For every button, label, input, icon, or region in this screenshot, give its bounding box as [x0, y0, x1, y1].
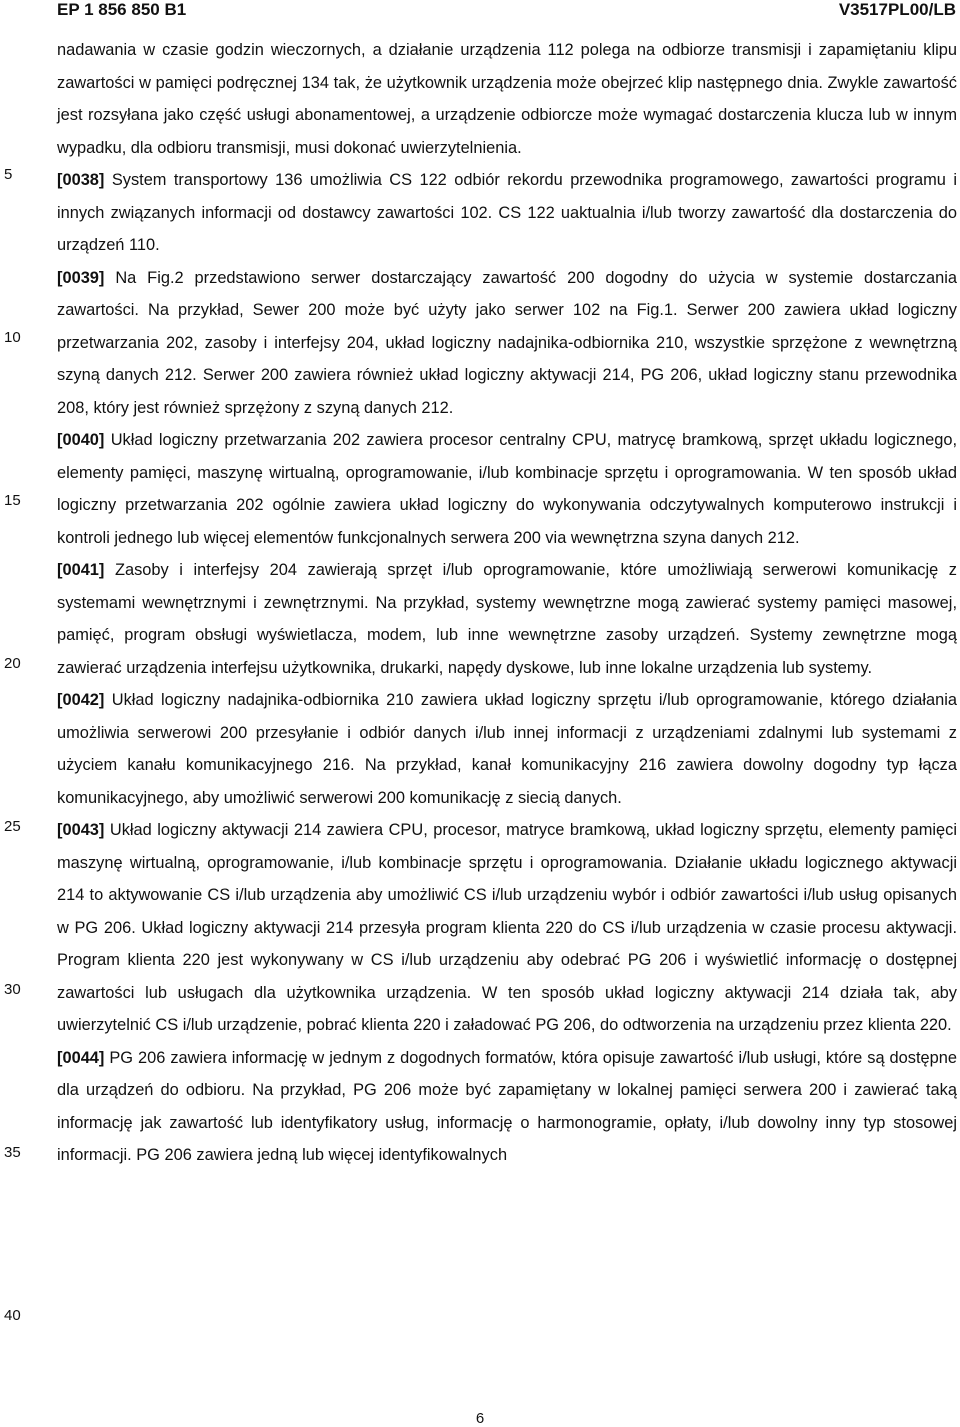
paragraph — [57, 424, 957, 554]
patent-number: EP 1 856 850 B1 — [57, 0, 187, 19]
paragraph-text: Układ logiczny aktywacji 214 zawiera CPU, procesor, matryce bramkową, układ logiczny sprzętu, elementy pamięci maszynę wirtualną, oprogramowanie, i/lub kombinacje sprzętu i oprogramowania. Działanie układu logicznego aktywacji 214 to aktywowanie CS i/lub urządzenia aby umożliwić CS i/lub urządzeniu wybór i odbiór zawartości i/lub usług opisanych w PG 206. Układ logiczny aktywacji 214 przesyła program klienta 220 do CS i/lub urządzenia w czasie procesu aktywacji. Program klienta 220 jest wykonywany w CS i/lub urządzeniu aby odebrać PG 206 i wyświetlić informację o dostępnej zawartości lub usługach dla użytkownika urządzenia. W ten sposób układ logiczny aktywacji 214 działa tak, aby uwierzytelnić CS i/lub urządzenie, pobrać klienta 220 i załadować PG 206, do odtworzenia na urządzeniu przez klienta 220. — [57, 821, 957, 1034]
line-number: 5 — [4, 166, 13, 183]
line-number: 20 — [4, 655, 21, 672]
page-header — [57, 0, 956, 24]
line-number: 30 — [4, 981, 21, 998]
paragraph-number: [0043] — [57, 821, 105, 839]
paragraph-text: System transportowy 136 umożliwia CS 122 odbiór rekordu przewodnika programowego, zawartości programu i innych związanych informacji od dostawcy zawartości 102. CS 122 uaktualnia i/lub tworzy zawartość dla dostarczenia do urządzeń 110. — [57, 171, 957, 254]
paragraph-text: Zasoby i interfejsy 204 zawierają sprzęt i/lub oprogramowanie, które umożliwiają serwerowi komunikację z systemami wewnętrznymi i zewnętrznymi. Na przykład, systemy wewnętrzne mogą zawierać systemy pamięci masowej, pamięć, program obsługi wyświetlacza, modem, lub inne wewnętrzne zasoby urządzeń. Systemy zewnętrzne mogą zawierać urządzenia interfejsu użytkownika, drukarki, napędy dyskowe, lub inne lokalne urządzenia lub systemy. — [57, 561, 957, 677]
paragraph-text: nadawania w czasie godzin wieczornych, a działanie urządzenia 112 polega na odbiorze transmisji i zapamiętaniu klipu zawartości w pamięci podręcznej 134 tak, że użytkownik urządzenia może obejrzeć klip następnego dnia. Zwykle zawartość jest rozsyłana jako część usługi abonamentowej, a urządzenie odbiorcze może wymagać dostarczenia klucza lub w innym wypadku, dla odbioru transmisji, musi dokonać uwierzytelnienia. — [57, 41, 957, 157]
paragraph — [57, 1042, 957, 1172]
paragraph-number: [0040] — [57, 431, 105, 449]
paragraph — [57, 684, 957, 814]
document-body — [57, 34, 957, 1172]
paragraph-text: Na Fig.2 przedstawiono serwer dostarczający zawartość 200 dogodny do użycia w systemie dostarczania zawartości. Na przykład, Sewer 200 może być użyty jako serwer 102 na Fig.1. Serwer 200 zawiera układ logiczny przetwarzania 202, zasoby i interfejsy 204, układ logiczny nadajnika-odbiornika 210, wszystkie sprzężone z wewnętrzną szyną danych 212. Serwer 200 zawiera również układ logiczny aktywacji 214, PG 206, układ logiczny stanu przewodnika 208, który jest również sprzężony z szyną danych 212. — [57, 268, 957, 417]
line-number: 15 — [4, 492, 21, 509]
paragraph — [57, 164, 957, 262]
paragraph — [57, 262, 957, 425]
paragraph-number: [0042] — [57, 691, 105, 709]
page-number: 6 — [475, 1410, 485, 1427]
line-number: 10 — [4, 329, 21, 346]
paragraph-text: PG 206 zawiera informację w jednym z dogodnych formatów, która opisuje zawartość i/lub usługi, które są dostępne dla urządzeń do odbioru. Na przykład, PG 206 może być zapamiętany w lokalnej pamięci serwera 200 i zawierać taką informację jak zawartość lub identyfikatory usług, informację o harmonogramie, opłaty, i/lub dowolny inny typ stosowej informacji. PG 206 zawiera jedną lub więcej identyfikowalnych — [57, 1048, 957, 1164]
line-number: 25 — [4, 818, 21, 835]
paragraph-number: [0038] — [57, 171, 105, 189]
line-number: 40 — [4, 1307, 21, 1324]
paragraph — [57, 34, 957, 164]
document-code: V3517PL00/LB — [838, 0, 956, 19]
paragraph-text: Układ logiczny przetwarzania 202 zawiera procesor centralny CPU, matrycę bramkową, sprzęt układu logicznego, elementy pamięci, maszynę wirtualną, oprogramowanie, i/lub kombinacje sprzętu i oprogramowania. W ten sposób układ logiczny przetwarzania 202 ogólnie zawiera układ logiczny do wykonywania odczytywalnych komputerowo instrukcji i kontroli jednego lub więcej elementów funkcjonalnych serwera 200 via wewnętrzna szyna danych 212. — [57, 431, 957, 547]
paragraph — [57, 814, 957, 1042]
paragraph — [57, 554, 957, 684]
paragraph-number: [0041] — [57, 561, 105, 579]
paragraph-number: [0039] — [57, 268, 105, 287]
line-number: 35 — [4, 1144, 21, 1161]
paragraph-number: [0044] — [57, 1048, 105, 1067]
paragraph-text: Układ logiczny nadajnika-odbiornika 210 zawiera układ logiczny sprzętu i/lub oprogramowanie, którego działania umożliwia serwerowi 200 przesyłanie i odbiór danych i/lub innej informacji z urządzeniami zdalnymi lub systemami z użyciem kanału komunikacyjnego 216. Na przykład, kanał komunikacyjny 216 zawiera dowolny dogodny typ łącza komunikacyjnego, aby umożliwić serwerowi 200 komunikację z siecią danych. — [57, 691, 958, 807]
